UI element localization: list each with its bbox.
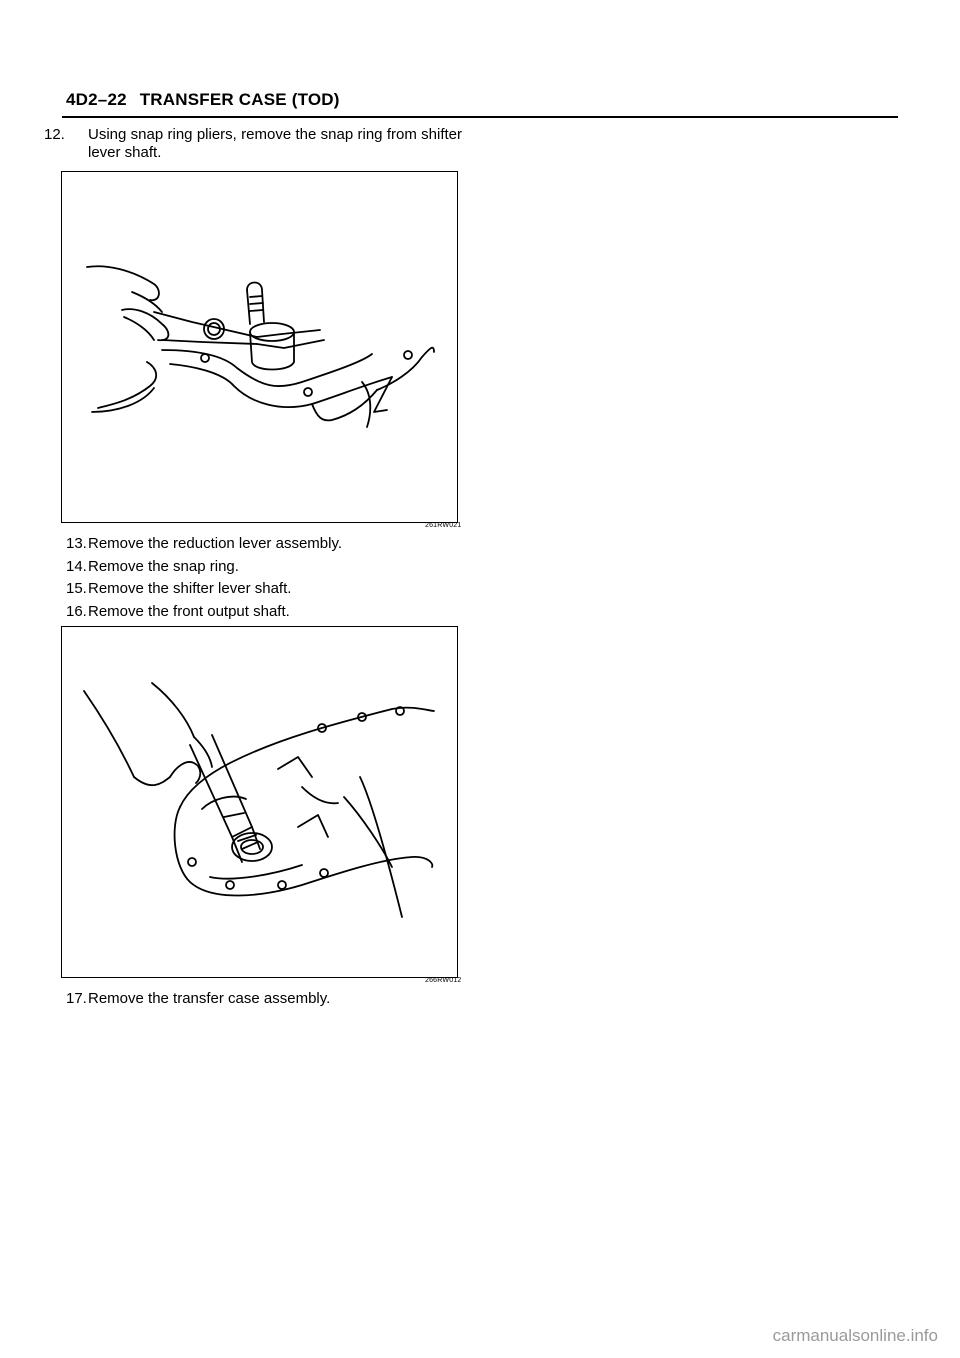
step-text: Remove the snap ring. bbox=[88, 558, 239, 575]
step-text: Remove the front output shaft. bbox=[88, 603, 290, 620]
step-number: 14. bbox=[66, 558, 87, 575]
step-number: 12. bbox=[44, 126, 65, 143]
figure-snap-ring-pliers bbox=[61, 171, 458, 523]
step-text: Remove the reduction lever assembly. bbox=[88, 535, 343, 552]
header-rule bbox=[62, 116, 898, 118]
illustration-snap-ring-pliers bbox=[62, 172, 457, 522]
step-12 bbox=[44, 126, 462, 162]
section-number: 4D2–22 bbox=[66, 90, 127, 109]
watermark: carmanualsonline.info bbox=[772, 1326, 938, 1345]
illustration-front-output-shaft bbox=[62, 627, 457, 977]
step-number: 15. bbox=[66, 580, 87, 597]
step-text: Remove the shifter lever shaft. bbox=[88, 580, 292, 597]
step-text: Remove the transfer case assembly. bbox=[88, 990, 331, 1007]
page-header bbox=[66, 90, 340, 110]
step-number: 16. bbox=[66, 603, 87, 620]
figure-front-output-shaft bbox=[61, 626, 458, 978]
step-17 bbox=[66, 990, 462, 1008]
figure-code: 266RW012 bbox=[425, 977, 462, 984]
step-13 bbox=[66, 535, 462, 553]
step-number: 17. bbox=[66, 990, 87, 1007]
step-number: 13. bbox=[66, 535, 87, 552]
step-text: Using snap ring pliers, remove the snap ring from shifter lever shaft. bbox=[88, 126, 462, 161]
section-title: TRANSFER CASE (TOD) bbox=[139, 90, 340, 109]
step-16 bbox=[66, 603, 462, 621]
step-15 bbox=[66, 580, 462, 598]
figure-code: 261RW021 bbox=[425, 522, 462, 529]
step-14 bbox=[66, 558, 462, 576]
